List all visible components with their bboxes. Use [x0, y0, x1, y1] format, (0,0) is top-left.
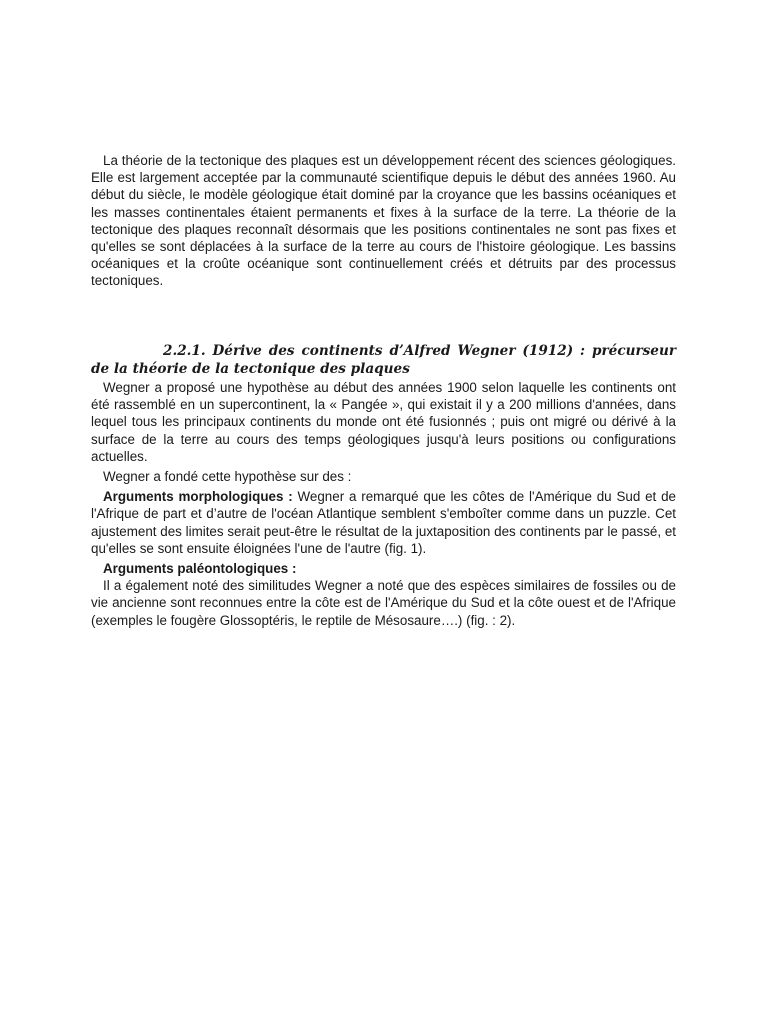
section-paragraph-morphological [91, 488, 676, 557]
section-paragraph-paleontological: Il a également noté des similitudes Wegner a noté que des espèces similaires de fossiles ou de vie ancienne sont reconnues entre la côte est de l'Amérique du Sud et la côte ouest et de l'Afrique (exemples le fougère Glossoptéris, le reptile de Mésosaure….) (fig. : 2). [91, 578, 676, 628]
intro-block [91, 152, 676, 290]
morphological-arguments-label: Arguments morphologiques : [103, 489, 293, 505]
morphological-arguments-text: Wegner a remarqué que les côtes de l'Amérique du Sud et de l'Afrique de part et d’autre de l'océan Atlantique semblent s'emboîter comme dans un puzzle. Cet ajustement des limites serait peut-être le résultat de la juxtaposition des continents par le passé, et qu'elles se sont ensuite éloignées l'une de l'autre (fig. 1). [91, 489, 676, 556]
section-paragraph-basis: Wegner a fondé cette hypothèse sur des : [103, 469, 352, 485]
paleontological-arguments-label: Arguments paléontologiques : [103, 561, 297, 577]
intro-paragraph: La théorie de la tectonique des plaques est un développement récent des sciences géologiques. Elle est largement acceptée par la communauté scientifique depuis le début des années 1960. Au début du siècle, le modèle géologique était dominé par la croyance que les bassins océaniques et les masses continentales étaient permanents et fixes à la surface de la terre. La théorie de la tectonique des plaques reconnaît désormais que les positions continentales ne sont pas fixes et qu'elles se sont déplacées à la surface de la terre au cours de l'histoire géologique. Les bassins océaniques et la croûte océanique sont continuellement créés et détruits par des processus tectoniques. [91, 153, 676, 289]
section-paragraph-hypothesis: Wegner a proposé une hypothèse au début des années 1900 selon laquelle les continents ont été rassemblé en un supercontinent, la « Pangée », qui existait il y a 200 millions d'années, dans lequel tous les principaux continents du monde ont été fusionnés ; puis ont migré ou dérivé à la surface de la terre au cours des temps géologiques jusqu'à leurs positions ou configurations actuelles. [91, 380, 676, 464]
section-heading: 2.2.1. Dérive des continents d’Alfred Wegner (1912) : précurseur de la théorie de la tectonique des plaques [91, 343, 676, 377]
section-wegner [91, 343, 676, 629]
